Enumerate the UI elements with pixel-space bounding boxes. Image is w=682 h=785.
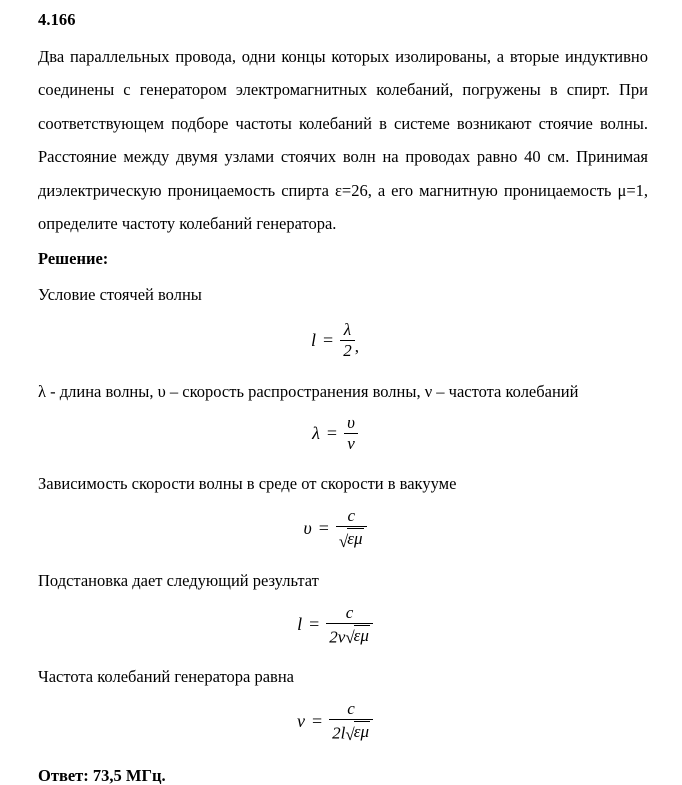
formula-1-numerator: λ xyxy=(343,320,352,340)
step-text-speed-in-medium: Зависимость скорости волны в среде от скорости в вакууме xyxy=(38,474,457,493)
formula-3-radicand: εμ xyxy=(347,529,363,549)
formula-1-equals: = xyxy=(323,330,334,350)
answer-line: Ответ: 73,5 МГц. xyxy=(38,765,166,785)
formula-4-numerator: c xyxy=(345,602,354,622)
step-text-substitution: Подстановка дает следующий результат xyxy=(38,570,319,590)
formula-3-equals: = xyxy=(318,517,329,538)
formula-wavelength-definition xyxy=(38,410,648,456)
formula-5-equals: = xyxy=(312,710,323,731)
formula-4-radicand: εμ xyxy=(353,625,369,645)
formula-2-denominator: ν xyxy=(344,433,358,453)
formula-5-lhs: ν xyxy=(297,710,306,731)
problem-statement: Два параллельных провода, одни концы которых изолированы, а вторые индуктивно соединены с генератором электромагнитных колебаний, погружены в спирт. При соответствующем подборе частоты колебаний в системе возникают стоячие волны. Расстояние между двумя узлами стоячих волн на проводах равно 40 см. Принимая диэлектрическую проницаемость спирта ε=26, а его магнитную проницаемость μ=1, определите частоту колебаний генератора. xyxy=(38,46,648,233)
formula-1-denominator: 2 xyxy=(340,340,355,360)
solution-heading: Решение: xyxy=(38,248,109,268)
step-text-standing-wave-condition: Условие стоячей волны xyxy=(38,285,202,304)
formula-1-lhs: l xyxy=(311,330,317,350)
formula-standing-wave-condition xyxy=(38,318,648,364)
formula-4-denominator-prefix: 2ν xyxy=(329,627,346,647)
formula-3-numerator: c xyxy=(347,506,355,526)
radical-icon: √ xyxy=(338,531,349,551)
formula-3-lhs: υ xyxy=(303,517,312,538)
formula-5-radicand: εμ xyxy=(353,722,369,742)
formula-3-radical xyxy=(339,528,364,549)
document-content xyxy=(38,12,648,784)
step-text-frequency: Частота колебаний генератора равна xyxy=(38,667,294,686)
formula-substituted-length xyxy=(38,601,648,649)
formula-4-lhs: l xyxy=(297,614,303,635)
formula-1-trailing: , xyxy=(354,336,359,356)
formula-2-equals: = xyxy=(326,422,338,443)
formula-5-radical xyxy=(345,721,370,742)
step-text-symbol-legend: λ - длина волны, υ – скорость распространения волны, ν – частота колебаний xyxy=(38,381,579,401)
formula-4-radical xyxy=(345,625,370,646)
problem-number: 4.166 xyxy=(38,10,76,29)
formula-5-denominator-prefix: 2l xyxy=(332,723,346,743)
formula-frequency-result xyxy=(38,698,648,746)
formula-speed-in-medium xyxy=(38,505,648,553)
radical-icon: √ xyxy=(345,724,355,744)
radical-icon: √ xyxy=(345,628,355,648)
formula-2-lhs: λ xyxy=(312,422,320,443)
formula-2-numerator: υ xyxy=(347,412,355,432)
formula-5-numerator: c xyxy=(347,699,355,719)
formula-4-equals: = xyxy=(309,614,320,635)
